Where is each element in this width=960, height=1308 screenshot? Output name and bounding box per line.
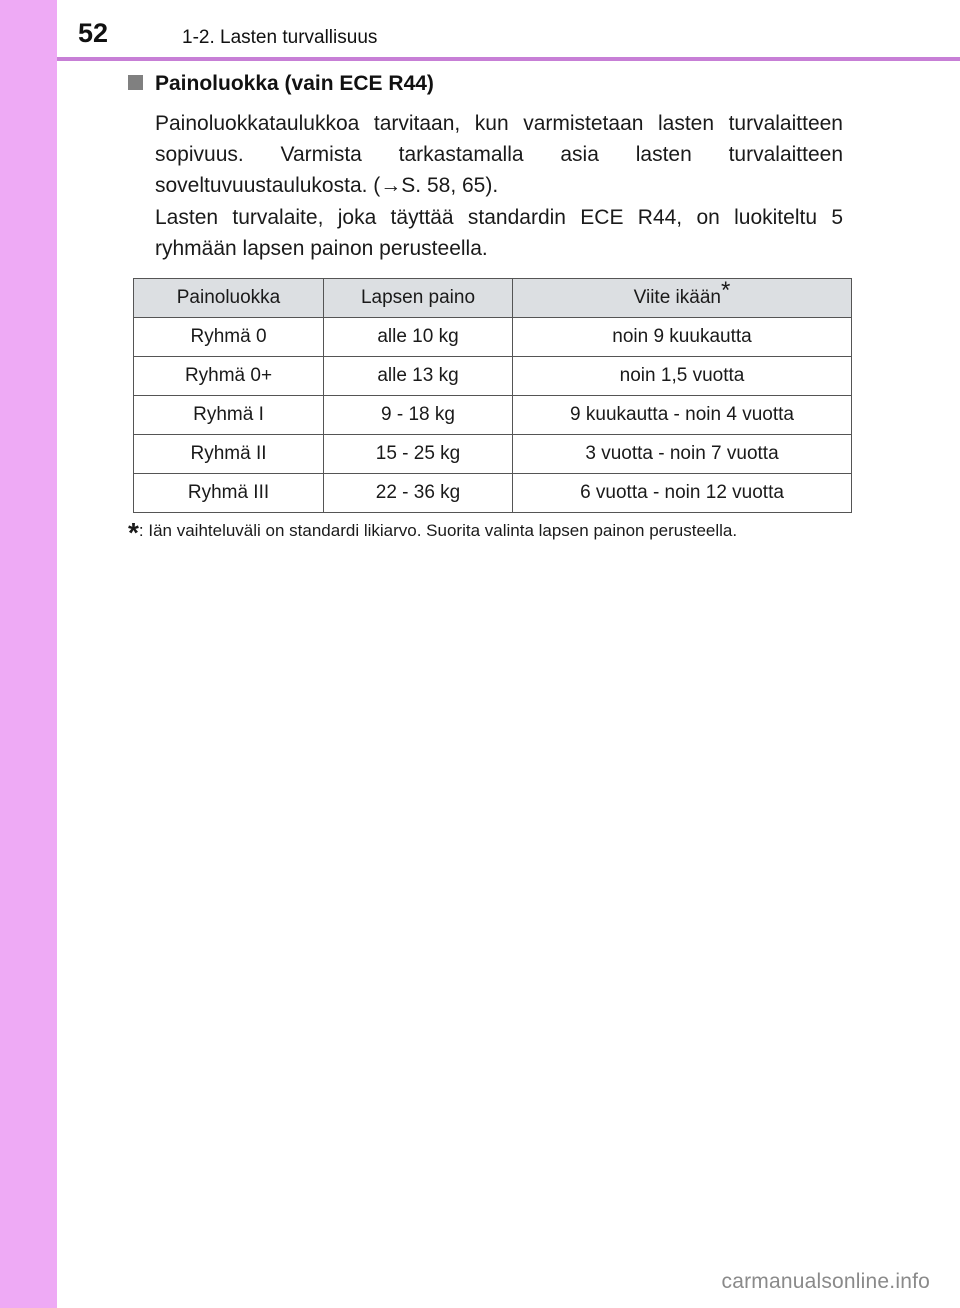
section-heading xyxy=(128,72,434,96)
chapter-title: 1-2. Lasten turvallisuus xyxy=(182,27,378,48)
header-weight-class: Painoluokka xyxy=(134,279,324,318)
paragraph-2: Lasten turvalaite, joka täyttää standardin ECE R44, on luokiteltu 5 ryhmään lapsen painon perusteella. xyxy=(155,206,843,260)
table-cell: Ryhmä II xyxy=(134,435,324,474)
table-cell: 15 - 25 kg xyxy=(324,435,513,474)
page-header xyxy=(0,0,960,62)
table-cell: 3 vuotta - noin 7 vuotta xyxy=(513,435,852,474)
header-divider xyxy=(57,57,960,61)
table-cell: 9 - 18 kg xyxy=(324,396,513,435)
table-row xyxy=(134,474,852,513)
table-cell: 6 vuotta - noin 12 vuotta xyxy=(513,474,852,513)
table-cell: Ryhmä I xyxy=(134,396,324,435)
header-age-reference-text: Viite ikään xyxy=(633,287,721,308)
table-cell: 9 kuukautta - noin 4 vuotta xyxy=(513,396,852,435)
table-row xyxy=(134,357,852,396)
table-cell: 22 - 36 kg xyxy=(324,474,513,513)
table-cell: alle 13 kg xyxy=(324,357,513,396)
header-age-reference xyxy=(513,276,852,318)
table-cell: Ryhmä III xyxy=(134,474,324,513)
table-cell: noin 9 kuukautta xyxy=(513,318,852,357)
table-row xyxy=(134,318,852,357)
paragraph-1: Painoluokkataulukkoa tarvitaan, kun varmistetaan lasten turvalaitteen sopivuus. Varmista tarkastamalla asia lasten turvalaitteen soveltuvuustaulukosta. (→S. 58, 65). xyxy=(155,112,843,197)
table-cell: Ryhmä 0+ xyxy=(134,357,324,396)
table-cell: alle 10 kg xyxy=(324,318,513,357)
asterisk-mark: * xyxy=(720,276,731,304)
header-child-weight: Lapsen paino xyxy=(324,279,513,318)
table-header-row xyxy=(134,279,852,318)
table-row xyxy=(134,435,852,474)
table-cell: noin 1,5 vuotta xyxy=(513,357,852,396)
footnote-text: : Iän vaihteluväli on standardi likiarvo. Suorita valinta lapsen painon perusteella. xyxy=(138,521,738,540)
table-footnote xyxy=(128,517,888,549)
page-number: 52 xyxy=(78,18,109,48)
table-row xyxy=(134,396,852,435)
square-bullet-icon xyxy=(128,75,143,90)
footnote-asterisk: * xyxy=(128,517,139,548)
side-color-bar xyxy=(0,0,57,1308)
section-heading-text: Painoluokka (vain ECE R44) xyxy=(155,72,434,95)
weight-class-table xyxy=(133,278,852,513)
table-cell: Ryhmä 0 xyxy=(134,318,324,357)
site-watermark: carmanualsonline.info xyxy=(721,1270,930,1293)
